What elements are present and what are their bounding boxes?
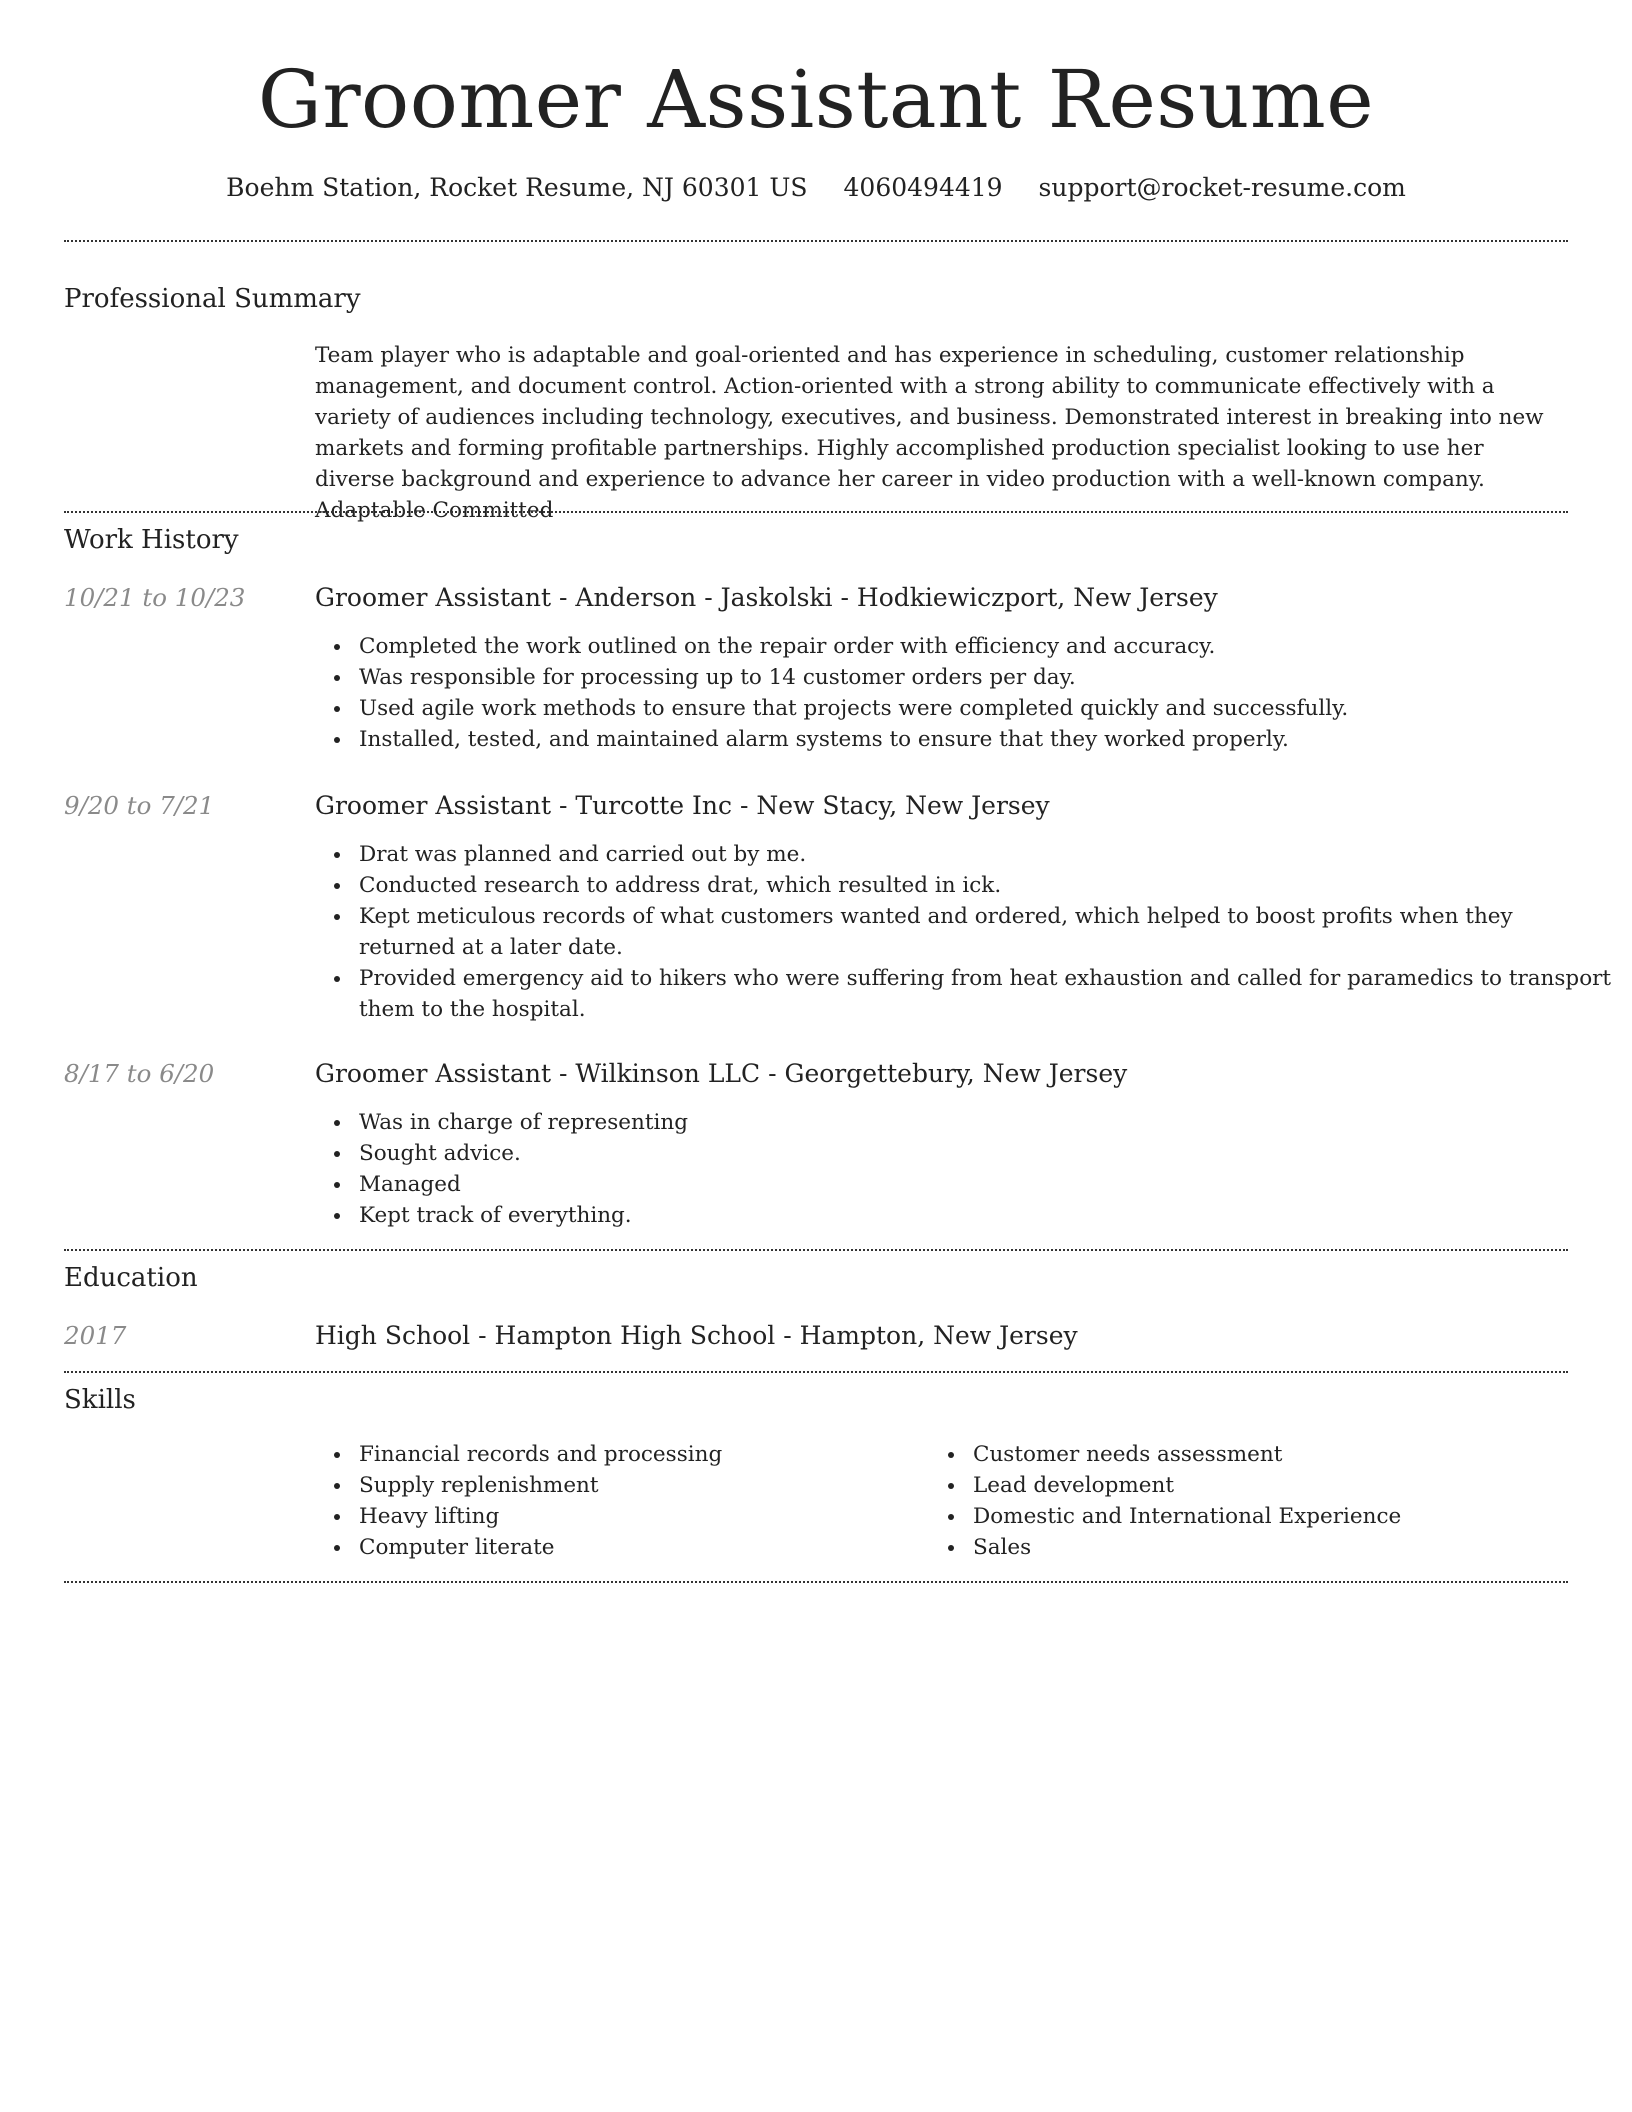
section-divider	[64, 1581, 1568, 1583]
skill-item: Computer literate	[359, 1532, 929, 1563]
skill-item: Lead development	[973, 1470, 1543, 1501]
list-item: Installed, tested, and maintained alarm systems to ensure that they worked properly.	[359, 724, 1614, 755]
list-item: Sought advice.	[359, 1138, 1614, 1169]
skill-item: Financial records and processing	[359, 1439, 929, 1470]
contact-address: Boehm Station, Rocket Resume, NJ 60301 US	[226, 173, 808, 202]
section-divider	[64, 1371, 1568, 1373]
contact-phone: 4060494419	[843, 173, 1003, 202]
summary-heading: Professional Summary	[64, 284, 361, 314]
job-title: Groomer Assistant - Turcotte Inc - New Stacy, New Jersey	[315, 791, 1050, 820]
resume-title: Groomer Assistant Resume	[257, 53, 1375, 146]
education-year: 2017	[64, 1321, 127, 1350]
list-item: Drat was planned and carried out by me.	[359, 839, 1614, 870]
education-entry: High School - Hampton High School - Hampton, New Jersey	[315, 1321, 1078, 1350]
work-history-heading: Work History	[64, 525, 239, 555]
contact-email: support@rocket-resume.com	[1038, 173, 1406, 202]
job-bullets	[315, 631, 1614, 755]
list-item: Completed the work outlined on the repair order with efficiency and accuracy.	[359, 631, 1614, 662]
education-heading: Education	[64, 1263, 198, 1293]
list-item: Kept meticulous records of what customers wanted and ordered, which helped to boost profits when they returned at a later date.	[359, 901, 1614, 963]
job-dates: 9/20 to 7/21	[64, 791, 215, 820]
skill-item: Heavy lifting	[359, 1501, 929, 1532]
list-item: Was in charge of representing	[359, 1107, 1614, 1138]
section-divider	[64, 511, 1568, 513]
contact-line	[0, 170, 1632, 206]
skill-item: Sales	[973, 1532, 1543, 1563]
section-divider	[64, 1249, 1568, 1251]
skills-heading: Skills	[64, 1385, 136, 1415]
list-item: Managed	[359, 1169, 1614, 1200]
summary-text: Team player who is adaptable and goal-oriented and has experience in scheduling, customer relationship management, and document control. Action-oriented with a strong ability to communicate effectively with a variety of audiences including technology, executives, and business. Demonstrated interest in breaking into new markets and forming profitable partnerships. Highly accomplished production specialist looking to use her diverse background and experience to advance her career in video production with a well-known company. Adaptable Committed	[315, 343, 1544, 523]
skills-list-right	[929, 1439, 1543, 1563]
job-bullets	[315, 1107, 1614, 1231]
skill-item: Supply replenishment	[359, 1470, 929, 1501]
section-divider	[64, 240, 1568, 242]
list-item: Kept track of everything.	[359, 1200, 1614, 1231]
list-item: Provided emergency aid to hikers who were suffering from heat exhaustion and called for paramedics to transport them to the hospital.	[359, 963, 1614, 1025]
list-item: Used agile work methods to ensure that projects were completed quickly and successfully.	[359, 693, 1614, 724]
skill-item: Domestic and International Experience	[973, 1501, 1543, 1532]
job-title: Groomer Assistant - Anderson - Jaskolski - Hodkiewiczport, New Jersey	[315, 583, 1218, 612]
list-item: Was responsible for processing up to 14 customer orders per day.	[359, 662, 1614, 693]
skill-item: Customer needs assessment	[973, 1439, 1543, 1470]
job-title: Groomer Assistant - Wilkinson LLC - Georgettebury, New Jersey	[315, 1059, 1128, 1088]
list-item: Conducted research to address drat, which resulted in ick.	[359, 870, 1614, 901]
job-dates: 10/21 to 10/23	[64, 583, 246, 612]
job-bullets	[315, 839, 1614, 1025]
job-dates: 8/17 to 6/20	[64, 1059, 215, 1088]
skills-list-left	[315, 1439, 929, 1563]
